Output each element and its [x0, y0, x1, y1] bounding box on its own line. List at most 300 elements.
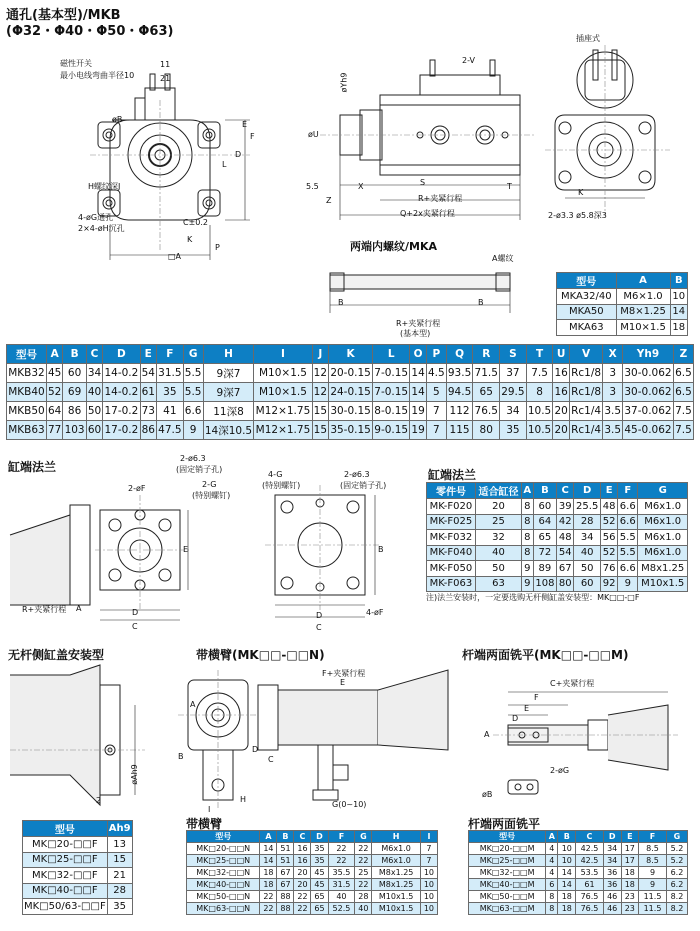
rodend-cell: 18 — [558, 891, 576, 903]
dim-d-label: D — [235, 150, 242, 159]
rodless-cell: 21 — [107, 868, 132, 884]
flange-cell: 25 — [475, 514, 521, 530]
flange-cell: M6x1.0 — [638, 545, 688, 561]
rodend-cell: 42.5 — [576, 855, 604, 867]
arm-i-label: I — [208, 805, 211, 814]
arm-cell: 28 — [355, 891, 372, 903]
flange-2ef-label: 2-øF — [128, 484, 146, 493]
arm-cell: 7 — [420, 843, 437, 855]
rodend-f-label: F — [534, 693, 539, 702]
main-spec-cell: 115 — [446, 421, 473, 440]
dim-z-label: Z — [326, 196, 332, 205]
flange-cell: 8 — [522, 499, 534, 515]
main-spec-cell: 65 — [473, 383, 500, 402]
main-spec-cell: MKB50 — [7, 402, 47, 421]
arm-cell: M8x1.25 — [372, 867, 420, 879]
rodend-d-label: D — [512, 714, 519, 723]
main-spec-cell: 30-0.062 — [623, 383, 674, 402]
flange-cell: 60 — [574, 576, 601, 592]
flange-cell: MK-F020 — [427, 499, 476, 515]
arm-c-label: C — [268, 755, 274, 764]
arm-row — [187, 855, 438, 867]
main-spec-cell: 12 — [312, 364, 329, 383]
flange-cell: 6.6 — [618, 514, 638, 530]
main-spec-cell: MKB40 — [7, 383, 47, 402]
main-spec-cell: 5 — [426, 383, 446, 402]
main-spec-cell: 71.5 — [473, 364, 500, 383]
arm-title: 带横臂(MK□□-□□N) — [196, 648, 325, 662]
main-spec-cell: 112 — [446, 402, 473, 421]
main-spec-cell: 17-0.2 — [103, 421, 140, 440]
main-spec-header: I — [254, 345, 312, 364]
main-spec-cell: 41 — [157, 402, 184, 421]
arm-a-label: A — [190, 700, 196, 709]
mka-table — [556, 272, 688, 336]
main-spec-cell: 9深7 — [203, 364, 254, 383]
rodend-cell: 4 — [546, 867, 558, 879]
arm-table — [186, 830, 438, 915]
flange-cell: MK-F040 — [427, 545, 476, 561]
flange-cell: MK-F025 — [427, 514, 476, 530]
main-spec-header: T — [526, 345, 553, 364]
bend-radius-label: 最小电线弯曲半径10 — [60, 71, 135, 80]
rodend-cell: 6.2 — [666, 879, 687, 891]
rodend-table — [468, 830, 688, 915]
rodend-e-label: E — [524, 704, 530, 713]
main-spec-cell: 20 — [553, 402, 570, 421]
main-spec-cell: 3 — [603, 383, 623, 402]
arm-cell: M10x1.5 — [372, 891, 420, 903]
rodless-cell: 35 — [107, 899, 132, 915]
arm-row — [187, 903, 438, 915]
flange-cell: 25.5 — [574, 499, 601, 515]
dim-f-label: F — [250, 132, 255, 141]
arm-cell: 45 — [311, 879, 328, 891]
mka-header: 型号 — [557, 273, 617, 289]
main-spec-cell: 69 — [63, 383, 86, 402]
main-spec-cell: 9-0.15 — [373, 421, 410, 440]
flange-rstroke: R+夹紧行程 — [22, 605, 67, 614]
rodend-cell: 46 — [603, 903, 621, 915]
rodend-cell: 46 — [603, 891, 621, 903]
main-spec-header: B — [63, 345, 86, 364]
main-spec-cell: 8 — [526, 383, 553, 402]
dim-k2-label: K — [578, 188, 584, 197]
rodless-ah9-label: øAh9 — [129, 764, 139, 785]
main-spec-header: X — [603, 345, 623, 364]
mka-b-right: B — [478, 298, 484, 307]
main-spec-header: F — [157, 345, 184, 364]
main-spec-cell: 64 — [46, 402, 63, 421]
flange-row — [427, 545, 688, 561]
main-spec-cell: 45 — [46, 364, 63, 383]
rodend-cell: MK□20-□□M — [469, 843, 546, 855]
flange-c-label: C — [132, 622, 138, 631]
dim-c-label: C±0.2 — [183, 218, 209, 227]
flange2-pin-note: (固定销子孔) — [340, 481, 387, 490]
flange-cell: 67 — [557, 561, 574, 577]
rodend-cell: 76.5 — [576, 903, 604, 915]
arm-header: H — [372, 831, 420, 843]
rodend-cell: MK□50-□□M — [469, 891, 546, 903]
arm-cell: 22 — [328, 855, 355, 867]
dim-11-label: 11 — [160, 60, 171, 69]
arm-cell: MK□32-□□N — [187, 867, 260, 879]
main-spec-cell: 16 — [553, 383, 570, 402]
rodend-drawing — [478, 680, 688, 810]
arm-cell: 45 — [311, 867, 328, 879]
arm-cell: 67 — [277, 879, 294, 891]
rodless-cell: 13 — [107, 837, 132, 853]
main-spec-cell: 103 — [63, 421, 86, 440]
flange-2g-note: (特别螺钉) — [192, 491, 231, 500]
flange-header: D — [574, 483, 601, 499]
flange-header: 零件号 — [427, 483, 476, 499]
arm-cell: 22 — [294, 891, 311, 903]
main-spec-cell: 29.5 — [500, 383, 527, 402]
rodend-title: 杆端两面铣平(MK□□-□□M) — [462, 648, 629, 662]
r-stroke-label: R+夹紧行程 — [418, 194, 463, 203]
flange-cell: 50 — [574, 561, 601, 577]
arm-header: F — [328, 831, 355, 843]
flange-cell: 40 — [475, 545, 521, 561]
rodend-cell: 8.2 — [666, 891, 687, 903]
arm-fstroke: F+夹紧行程 — [322, 669, 366, 678]
arm-cell: 88 — [277, 891, 294, 903]
rodend-cstroke: C+夹紧行程 — [550, 679, 595, 688]
rodend-b-label: øB — [482, 790, 493, 799]
arm-e-label: E — [340, 678, 346, 687]
main-spec-cell: M10×1.5 — [254, 364, 312, 383]
flange-row — [427, 561, 688, 577]
flange-cell: MK-F063 — [427, 576, 476, 592]
rodend-row — [469, 843, 688, 855]
mka-cell: MKA63 — [557, 320, 617, 336]
main-spec-cell: 6.5 — [673, 383, 693, 402]
arm-cell: 31.5 — [328, 879, 355, 891]
main-spec-cell: 24-0.15 — [329, 383, 373, 402]
main-spec-cell: 7.5 — [526, 364, 553, 383]
arm-header: G — [355, 831, 372, 843]
main-spec-header: E — [140, 345, 157, 364]
main-spec-cell: 5.5 — [183, 383, 203, 402]
main-spec-cell: MKB32 — [7, 364, 47, 383]
rodend-cell: 42.5 — [576, 843, 604, 855]
flange-header: B — [533, 483, 557, 499]
main-spec-row — [7, 383, 694, 402]
main-spec-header: P — [426, 345, 446, 364]
mka-rstroke: R+夹紧行程 — [396, 319, 441, 328]
main-spec-cell: 19 — [410, 421, 427, 440]
main-spec-header: O — [410, 345, 427, 364]
flange-cell: 80 — [557, 576, 574, 592]
rodend-cell: 4 — [546, 843, 558, 855]
main-spec-cell: 15 — [312, 421, 329, 440]
main-spec-header: U — [553, 345, 570, 364]
rodless-cell: MK□20-□□F — [23, 837, 108, 853]
arm-header: 型号 — [187, 831, 260, 843]
main-spec-cell: 52 — [46, 383, 63, 402]
main-spec-cell: 14深10.5 — [203, 421, 254, 440]
dim-2v-label: 2-V — [462, 56, 475, 65]
main-spec-cell: 7 — [426, 402, 446, 421]
rodless-row — [23, 899, 133, 915]
rodless-row — [23, 868, 133, 884]
main-spec-cell: 14 — [410, 383, 427, 402]
main-spec-cell: Rc1/4 — [569, 402, 602, 421]
flange-cell: M8x1.25 — [638, 561, 688, 577]
dim-k-label: K — [187, 235, 193, 244]
arm-header: C — [294, 831, 311, 843]
flange-table — [426, 482, 688, 592]
arm-header: A — [260, 831, 277, 843]
main-spec-cell: 86 — [140, 421, 157, 440]
flange-cell: 56 — [601, 530, 618, 546]
main-spec-cell: 93.5 — [446, 364, 473, 383]
arm-cell: 22 — [328, 843, 355, 855]
flange-row — [427, 499, 688, 515]
rodless-cell: MK□50/63-□□F — [23, 899, 108, 915]
main-spec-cell: 6.6 — [183, 402, 203, 421]
arm-cell: MK□25-□□N — [187, 855, 260, 867]
rodless-cell: 15 — [107, 852, 132, 868]
main-spec-cell: Rc1/8 — [569, 364, 602, 383]
end-view-drawing — [545, 40, 695, 220]
arm-cell: 22 — [355, 855, 372, 867]
flange-cell: 48 — [557, 530, 574, 546]
main-spec-cell: 7.5 — [673, 421, 693, 440]
main-spec-cell: 7-0.15 — [373, 364, 410, 383]
flange-pin-label: 2-ø6.3 — [180, 454, 206, 463]
rodend-cell: 18 — [621, 879, 639, 891]
flange-cell: 76 — [601, 561, 618, 577]
flange-cell: M6x1.0 — [638, 530, 688, 546]
main-spec-cell: Rc1/4 — [569, 421, 602, 440]
flange-cell: 28 — [574, 514, 601, 530]
mka-cell: 14 — [670, 304, 687, 320]
arm-b-label: B — [178, 752, 184, 761]
main-spec-cell: 12 — [312, 383, 329, 402]
arm-cell: M10x1.5 — [372, 903, 420, 915]
rodend-header: G — [666, 831, 687, 843]
rodend-header: E — [621, 831, 639, 843]
flange-cell: 39 — [557, 499, 574, 515]
page-title: 通孔(基本型)/MKB — [6, 8, 121, 23]
flange-cell: MK-F032 — [427, 530, 476, 546]
arm-row — [187, 843, 438, 855]
arm-drawing — [178, 670, 458, 810]
main-spec-cell: 6.5 — [673, 364, 693, 383]
rodend-cell: 10 — [558, 843, 576, 855]
arm-header: D — [311, 831, 328, 843]
main-spec-cell: M12×1.75 — [254, 402, 312, 421]
arm-cell: MK□20-□□N — [187, 843, 260, 855]
main-spec-cell: 60 — [86, 421, 103, 440]
flange-cell: 6.6 — [618, 561, 638, 577]
arm-table-title: 带横臂 — [186, 817, 223, 831]
flange-header: A — [522, 483, 534, 499]
mka-cell: MKA50 — [557, 304, 617, 320]
mka-header: B — [670, 273, 687, 289]
main-spec-cell: 35 — [500, 421, 527, 440]
rodend-cell: 36 — [603, 879, 621, 891]
flange-d-label: D — [132, 608, 139, 617]
arm-cell: MK□63-□□N — [187, 903, 260, 915]
arm-cell: 67 — [277, 867, 294, 879]
flange-e-label: E — [183, 545, 189, 554]
main-spec-cell: 47.5 — [157, 421, 184, 440]
rodend-cell: 34 — [603, 843, 621, 855]
flange-cell: M10x1.5 — [638, 576, 688, 592]
main-spec-cell: 14-0.2 — [103, 383, 140, 402]
main-spec-cell: 3.5 — [603, 402, 623, 421]
flange-cell: 42 — [557, 514, 574, 530]
mka-header: A — [616, 273, 670, 289]
main-spec-cell: 86 — [63, 402, 86, 421]
main-spec-cell: 10.5 — [526, 402, 553, 421]
arm-cell: 35 — [311, 843, 328, 855]
rodless-header: Ah9 — [107, 821, 132, 837]
main-spec-cell: 37-0.062 — [623, 402, 674, 421]
rodend-cell: 5.2 — [666, 855, 687, 867]
main-spec-cell: 31.5 — [157, 364, 184, 383]
main-spec-header: V — [569, 345, 602, 364]
main-spec-cell: 11深8 — [203, 402, 254, 421]
rodend-cell: 11.5 — [639, 891, 667, 903]
flange-cell: 92 — [601, 576, 618, 592]
arm-cell: 51 — [277, 855, 294, 867]
rodless-cell: MK□40-□□F — [23, 883, 108, 899]
rodless-row — [23, 837, 133, 853]
dim-yh9-label: øYh9 — [339, 72, 349, 93]
main-spec-header: 型号 — [7, 345, 47, 364]
flange-cell: 63 — [475, 576, 521, 592]
mka-cell: MKA32/40 — [557, 289, 617, 305]
flange-cell: 65 — [533, 530, 557, 546]
rodend-cell: MK□32-□□M — [469, 867, 546, 879]
flange-header: C — [557, 483, 574, 499]
flange-cell: 8 — [522, 545, 534, 561]
rodless-cell: 28 — [107, 883, 132, 899]
flange-cell: 40 — [574, 545, 601, 561]
main-spec-cell: 94.5 — [446, 383, 473, 402]
arm-cell: 10 — [420, 879, 437, 891]
flange-table-title: 缸端法兰 — [428, 468, 477, 482]
rodend-cell: 4 — [546, 855, 558, 867]
arm-cell: 35.5 — [328, 867, 355, 879]
dim-b-label: øB — [112, 115, 123, 124]
flange-row — [427, 514, 688, 530]
flange2-4g-note: (特别螺钉) — [262, 481, 301, 490]
arm-cell: M8x1.25 — [372, 879, 420, 891]
flange-cell: 6.6 — [618, 499, 638, 515]
main-spec-cell: 37 — [500, 364, 527, 383]
flange-cell: 72 — [533, 545, 557, 561]
main-spec-header: S — [500, 345, 527, 364]
main-spec-cell: 15 — [312, 402, 329, 421]
main-spec-cell: 20 — [553, 421, 570, 440]
flange-cell: 9 — [522, 561, 534, 577]
arm-cell: 40 — [355, 903, 372, 915]
main-spec-header: C — [86, 345, 103, 364]
rodend-header: A — [546, 831, 558, 843]
flange-cell: 32 — [475, 530, 521, 546]
arm-cell: 16 — [294, 855, 311, 867]
flange-cell: 60 — [533, 499, 557, 515]
flange-cell: 8 — [522, 530, 534, 546]
rodend-cell: 6 — [546, 879, 558, 891]
rodend-cell: 11.5 — [639, 903, 667, 915]
page-subtitle: (Φ32・Φ40・Φ50・Φ63) — [6, 24, 174, 39]
flange-cell: 50 — [475, 561, 521, 577]
rodend-header: D — [603, 831, 621, 843]
dim-55-label: 5.5 — [306, 182, 319, 191]
flange2-b-label: B — [378, 545, 384, 554]
dim-e-label: E — [242, 120, 248, 129]
dim-p-label: P — [215, 243, 220, 252]
rodend-row — [469, 855, 688, 867]
arm-cell: MK□50-□□N — [187, 891, 260, 903]
main-spec-cell: 10.5 — [526, 421, 553, 440]
main-spec-header: H — [203, 345, 254, 364]
arm-cell: 18 — [260, 879, 277, 891]
rodend-cell: 9 — [639, 867, 667, 879]
main-spec-header: Yh9 — [623, 345, 674, 364]
flange-title: 缸端法兰 — [8, 460, 57, 474]
main-spec-cell: Rc1/8 — [569, 383, 602, 402]
flange-cell: 34 — [574, 530, 601, 546]
arm-row — [187, 879, 438, 891]
thread-label: H螺纹深J — [88, 182, 121, 191]
rodend-cell: 6.2 — [666, 867, 687, 879]
rodend-cell: 18 — [621, 867, 639, 879]
flange-row — [427, 576, 688, 592]
dim-21-label: 21 — [160, 74, 171, 83]
main-spec-cell: 17-0.2 — [103, 402, 140, 421]
rodend-cell: 8.5 — [639, 843, 667, 855]
arm-cell: 65 — [311, 891, 328, 903]
dim-x-label: X — [358, 182, 364, 191]
dim-a-label: □A — [168, 252, 182, 261]
rodend-cell: 17 — [621, 855, 639, 867]
flange-cell: 9 — [618, 576, 638, 592]
arm-cell: 20 — [294, 867, 311, 879]
flange2-c-label: C — [316, 623, 322, 632]
flange-note: 注)法兰安装时，一定要选购无杆侧缸盖安装型：MK□□-□F — [426, 593, 640, 602]
rodend-cell: 9 — [639, 879, 667, 891]
rodend-cell: 14 — [558, 879, 576, 891]
main-spec-cell: 35 — [157, 383, 184, 402]
flange-cell: M6x1.0 — [638, 514, 688, 530]
flange2-pin-label: 2-ø6.3 — [344, 470, 370, 479]
arm-d-label: D — [252, 745, 259, 754]
rodend-cell: 18 — [558, 903, 576, 915]
rodend-cell: MK□25-□□M — [469, 855, 546, 867]
flange-cell: 5.5 — [618, 530, 638, 546]
main-spec-cell: 50 — [86, 402, 103, 421]
rodend-cell: 61 — [576, 879, 604, 891]
main-spec-cell: 9深7 — [203, 383, 254, 402]
arm-cell: 51 — [277, 843, 294, 855]
main-spec-header: K — [329, 345, 373, 364]
main-spec-cell: 4.5 — [426, 364, 446, 383]
flange-cell: MK-F050 — [427, 561, 476, 577]
main-spec-cell: 19 — [410, 402, 427, 421]
main-spec-cell: 76.5 — [473, 402, 500, 421]
rodend-cell: MK□63-□□M — [469, 903, 546, 915]
main-spec-cell: 34 — [500, 402, 527, 421]
rodend-2g-label: 2-øG — [550, 766, 570, 775]
